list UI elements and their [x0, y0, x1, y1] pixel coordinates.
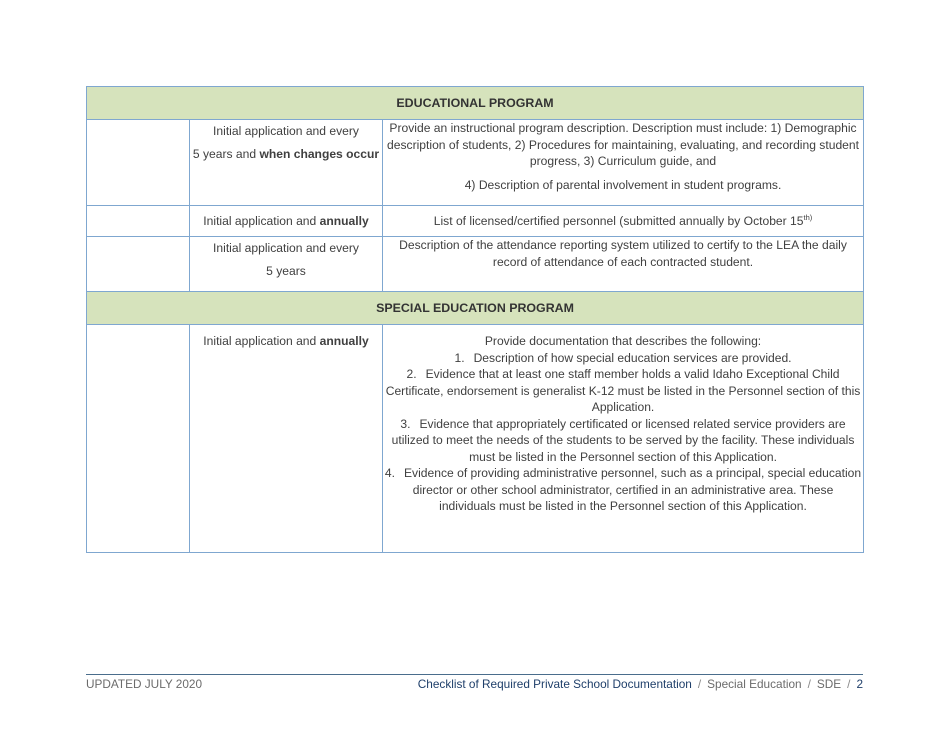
frequency-line2: 5 years and [192, 147, 260, 161]
description-cell [383, 237, 864, 292]
list-number: 3. [400, 416, 411, 431]
educational-program-header: EDUCATIONAL PROGRAM [87, 87, 864, 120]
checkbox-cell [87, 120, 190, 206]
footer-section: Special Education [707, 677, 802, 691]
frequency-plain: Initial application and [203, 334, 320, 348]
description-cell [383, 120, 864, 206]
list-text: Description of how special education services are provided. [473, 350, 792, 365]
list-text: Evidence of providing administrative personnel, such as a principal, special education director or other school administrator, certified in an administrative area. These individuals must be listed in the Personnel section of this Application. [403, 466, 862, 513]
table-row [87, 325, 864, 553]
footer-document-title: Checklist of Required Private School Documentation [417, 677, 692, 691]
list-item [383, 366, 863, 416]
frequency-text [190, 237, 382, 283]
frequency-emphasis: annually [319, 334, 369, 348]
frequency-text [190, 333, 382, 350]
section-header-row [87, 292, 864, 325]
table-row [87, 206, 864, 237]
list-text: Evidence that appropriately certificated or licensed related service providers are utilized to meet the needs of the students to be served by the facility. These individuals must be listed in the Personnel section of this Application. [391, 416, 855, 464]
frequency-plain: Initial application and [203, 214, 320, 228]
table-row [87, 237, 864, 292]
footer-updated-date: UPDATED JULY 2020 [86, 677, 203, 691]
section-header-row [87, 87, 864, 120]
list-number: 2. [406, 367, 417, 381]
superscript: th) [803, 212, 813, 222]
frequency-text [190, 120, 382, 166]
frequency-text [190, 213, 382, 230]
list-item [383, 416, 863, 466]
list-item [383, 350, 863, 367]
checkbox-cell [87, 237, 190, 292]
requirements-table [86, 86, 864, 553]
description-text: Provide an instructional program description. Description must include: 1) Demographic description of students, 2) Procedures for maintaining, evaluating, and recording student progress, 3) Curriculum guide, and [387, 121, 859, 168]
frequency-cell [190, 237, 383, 292]
frequency-emphasis: annually [319, 214, 369, 228]
frequency-line2: 5 years [266, 264, 306, 278]
list-item [383, 465, 863, 515]
description-text [383, 213, 863, 230]
special-education-program-header: SPECIAL EDUCATION PROGRAM [87, 292, 864, 325]
list-number: 4. [384, 466, 395, 480]
checkbox-cell [87, 325, 190, 553]
checkbox-cell [87, 206, 190, 237]
frequency-cell [190, 325, 383, 553]
footer-department: SDE [816, 677, 842, 691]
description-cell [383, 206, 864, 237]
list-text: Evidence that at least one staff member holds a valid Idaho Exceptional Child Certificate, endorsement is generalist K-12 must be listed in the Personnel section of this Application. [385, 367, 861, 414]
frequency-cell [190, 206, 383, 237]
description-main: List of licensed/certified personnel (submitted annually by October 15 [433, 214, 804, 228]
footer-page-number: 2 [856, 677, 863, 691]
footer-separator: / [697, 677, 702, 691]
description-intro: Provide documentation that describes the following: [484, 334, 762, 348]
description-text-2: 4) Description of parental involvement in student programs. [464, 177, 782, 192]
description-cell [383, 325, 864, 553]
table-row [87, 120, 864, 206]
frequency-line1: Initial application and every [213, 124, 359, 138]
description-text: Description of the attendance reporting system utilized to certify to the LEA the daily record of attendance of each contracted student. [399, 238, 847, 269]
footer-divider [86, 674, 863, 675]
frequency-line1: Initial application and every [213, 241, 359, 255]
frequency-emphasis: when changes occur [259, 147, 380, 161]
footer-separator: / [847, 677, 851, 691]
footer-breadcrumb [418, 677, 863, 691]
list-number: 1. [454, 350, 465, 365]
frequency-cell [190, 120, 383, 206]
footer-separator: / [807, 677, 811, 691]
